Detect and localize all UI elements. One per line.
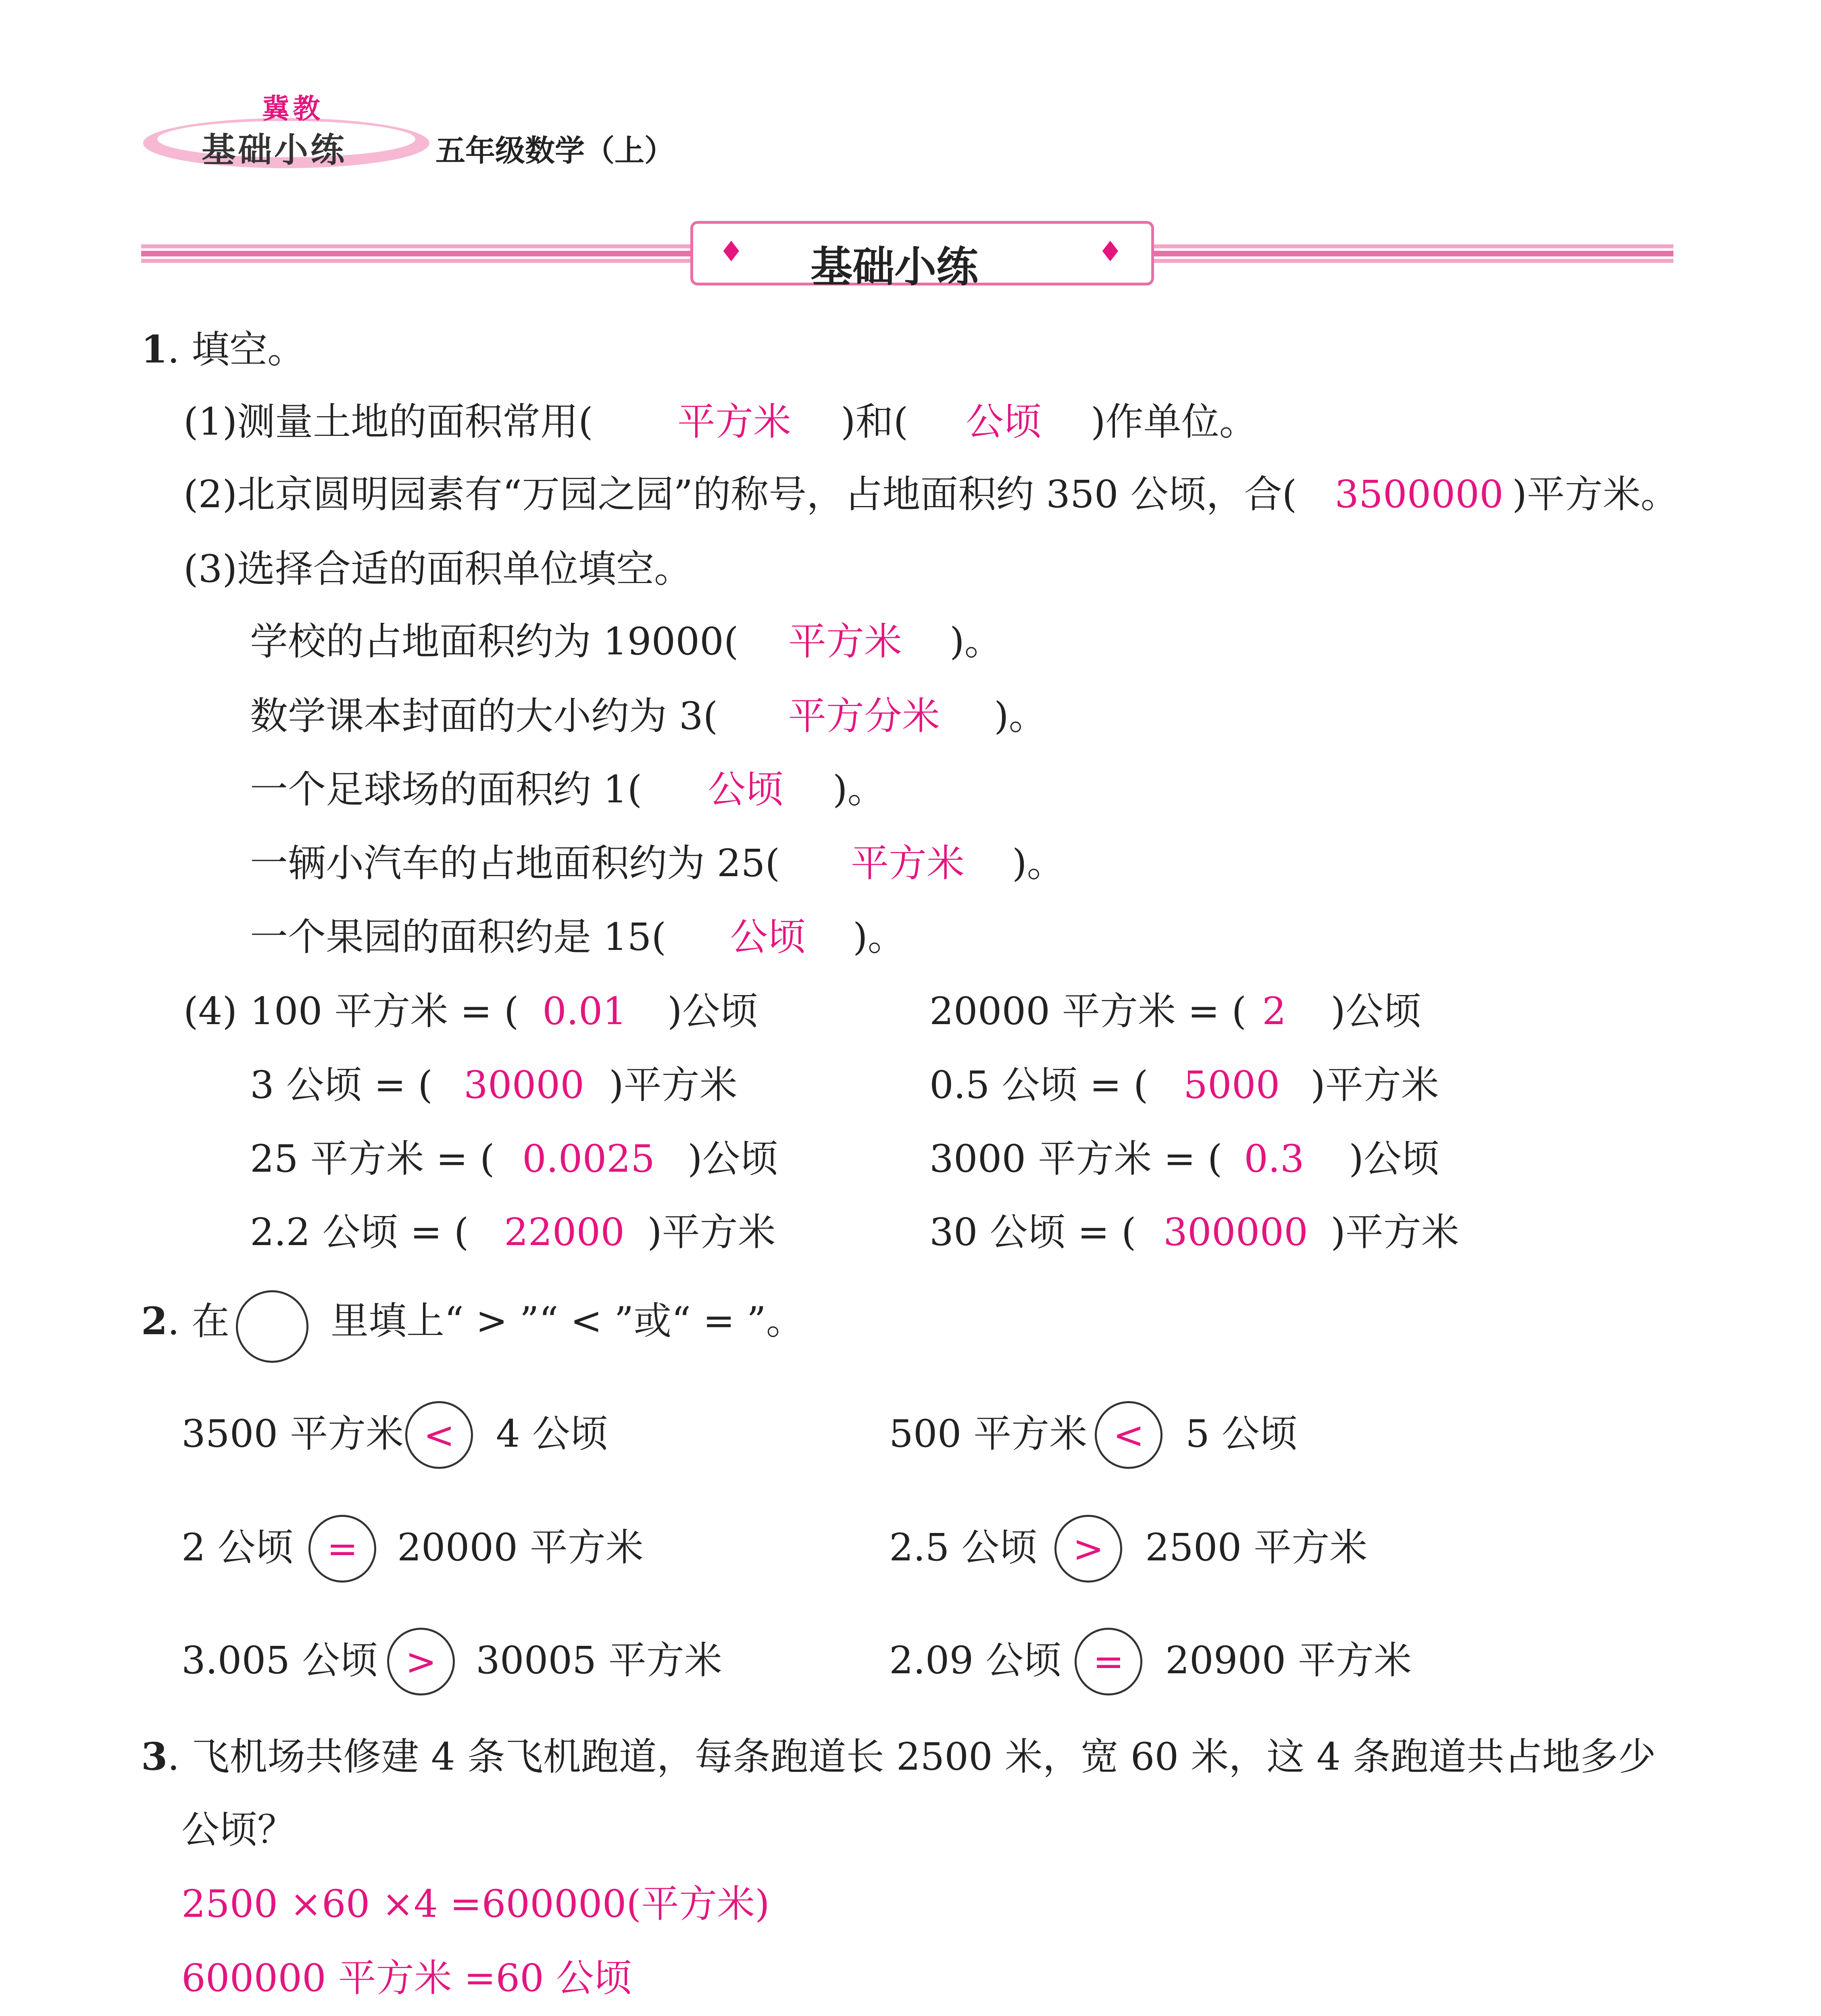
- q1-part2-prefix: (2)北京圆明园素有“万园之园”的称号，占地面积约 350 公顷，合(: [183, 473, 1297, 516]
- answer-text: 2: [1262, 989, 1286, 1033]
- compare-right-text: 2500 平方米: [1145, 1526, 1368, 1570]
- compare-circle: >: [387, 1628, 455, 1695]
- answer-text: 公顷: [730, 915, 806, 959]
- q1-part3-item-suffix: )。: [853, 915, 906, 959]
- compare-right-text: 20900 平方米: [1165, 1639, 1412, 1683]
- compare-circle: =: [308, 1515, 376, 1583]
- answer-text: 平方分米: [788, 694, 940, 738]
- q1-part3-item-text: 一辆小汽车的占地面积约为 25(: [250, 841, 780, 885]
- solution-line: 600000 平方米 =60 公顷: [181, 1956, 632, 2000]
- conversion-unit: )平方米: [1311, 1063, 1439, 1107]
- q1-part2-suffix: )平方米。: [1512, 473, 1679, 516]
- conversion-unit: )公顷: [667, 989, 758, 1033]
- conversion-unit: )平方米: [647, 1210, 776, 1254]
- answer-text: 5000: [1183, 1063, 1280, 1107]
- compare-left-text: 500 平方米: [889, 1412, 1088, 1456]
- compare-left-text: 3.005 公顷: [181, 1639, 378, 1683]
- conversion-text: 100 平方米 = (: [250, 989, 519, 1033]
- answer-text: 平方米: [788, 620, 902, 664]
- question-text-cont: 公顷？: [181, 1808, 296, 1852]
- series-top-label: 冀教: [262, 93, 324, 125]
- compare-right-text: 4 公顷: [496, 1412, 608, 1456]
- q1-part3-intro: (3)选择合适的面积单位填空。: [183, 547, 692, 591]
- series-name: 基础小练: [202, 130, 347, 170]
- conversion-text: 0.5 公顷 = (: [929, 1063, 1148, 1107]
- conversion-unit: )平方米: [1331, 1210, 1459, 1254]
- answer-text: 30000: [464, 1063, 585, 1107]
- q1-part3-item-suffix: )。: [1012, 841, 1065, 885]
- conversion-text: 3 公顷 = (: [250, 1063, 433, 1107]
- compare-circle: <: [405, 1401, 473, 1469]
- empty-circle-icon: [236, 1290, 308, 1363]
- q1-part1-prefix: (1)测量土地的面积常用(: [183, 400, 593, 444]
- answer-text: 0.01: [542, 989, 627, 1033]
- question-number: 1: [141, 327, 168, 372]
- q1-part3-item-text: 学校的占地面积约为 19000(: [250, 620, 739, 664]
- answer-text: 平方米: [851, 841, 965, 885]
- compare-right-text: 20000 平方米: [397, 1526, 644, 1570]
- conversion-unit: )公顷: [688, 1137, 778, 1181]
- question-title: . 填空。: [167, 328, 306, 372]
- conversion-text: 25 平方米 = (: [250, 1137, 495, 1181]
- q1-part3-item-text: 一个果园的面积约是 15(: [250, 915, 667, 959]
- solution-line: 2500 ×60 ×4 =600000(平方米): [181, 1882, 770, 1926]
- conversion-text: 2.2 公顷 = (: [250, 1210, 469, 1254]
- question-title-suffix: 里填上“ > ”“ < ”或“ = ”。: [331, 1299, 804, 1343]
- conversion-unit: )公顷: [1349, 1137, 1440, 1181]
- compare-right-text: 30005 平方米: [476, 1639, 722, 1683]
- compare-left-text: 2 公顷: [181, 1526, 294, 1570]
- question-number: 3: [141, 1735, 168, 1779]
- answer-text: 300000: [1163, 1210, 1308, 1254]
- compare-circle: =: [1075, 1628, 1142, 1695]
- compare-circle: <: [1095, 1401, 1163, 1469]
- answer-text: 公顷: [966, 400, 1042, 444]
- compare-circle: >: [1054, 1515, 1122, 1583]
- conversion-unit: )公顷: [1331, 989, 1421, 1033]
- diamond-icon: ♦: [719, 235, 744, 268]
- book-title: 五年级数学（上）: [435, 133, 674, 168]
- answer-text: 0.3: [1244, 1137, 1304, 1181]
- question-number: 2: [141, 1299, 168, 1343]
- answer-text: 平方米: [677, 400, 792, 444]
- conversion-text: 3000 平方米 = (: [929, 1137, 1223, 1181]
- conversion-text: 30 公顷 = (: [929, 1210, 1136, 1254]
- section-title: 基础小练: [810, 242, 979, 292]
- q1-part3-item-suffix: )。: [950, 620, 1002, 664]
- q1-part4-label: (4): [183, 989, 238, 1033]
- q1-part3-item-suffix: )。: [833, 768, 885, 812]
- q1-part3-item-suffix: )。: [994, 694, 1047, 738]
- compare-right-text: 5 公顷: [1186, 1412, 1298, 1456]
- q1-part1-mid: )和(: [841, 400, 908, 444]
- answer-text: 22000: [504, 1210, 625, 1254]
- question-title: . 在: [167, 1300, 230, 1343]
- question-text: . 飞机场共修建 4 条飞机跑道，每条跑道长 2500 米，宽 60 米，这 4 条跑道共占地多少: [167, 1735, 1656, 1779]
- conversion-text: 20000 平方米 = (: [929, 989, 1247, 1033]
- answer-text: 0.0025: [522, 1137, 655, 1181]
- q1-part1-suffix: )作单位。: [1091, 400, 1257, 444]
- q1-part3-item-text: 一个足球场的面积约 1(: [250, 768, 642, 812]
- answer-text: 公顷: [708, 768, 784, 812]
- conversion-unit: )平方米: [609, 1063, 738, 1107]
- diamond-icon: ♦: [1098, 235, 1123, 268]
- compare-left-text: 2.09 公顷: [889, 1639, 1062, 1683]
- q1-part3-item-text: 数学课本封面的大小约为 3(: [250, 694, 718, 738]
- compare-left-text: 2.5 公顷: [889, 1526, 1038, 1570]
- answer-text: 3500000: [1335, 473, 1504, 516]
- compare-left-text: 3500 平方米: [181, 1412, 404, 1456]
